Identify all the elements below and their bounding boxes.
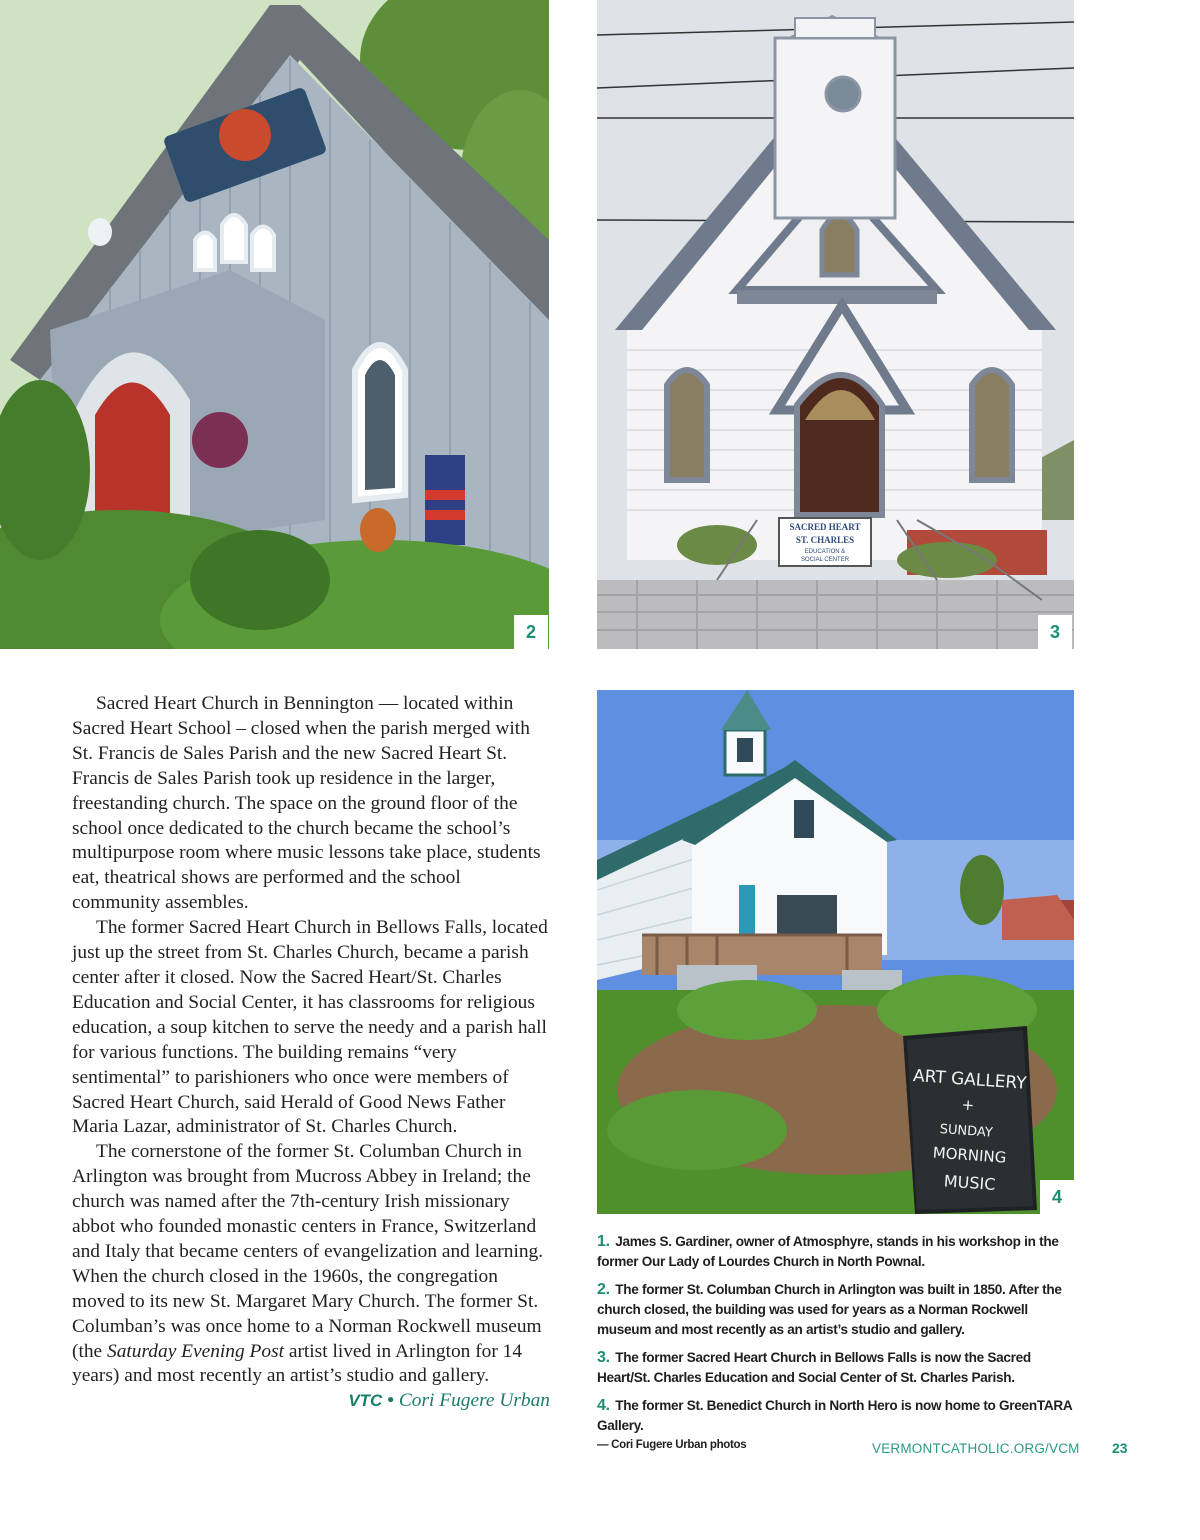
byline-separator: • — [387, 1390, 394, 1412]
sign-text: SACRED HEART — [789, 522, 861, 532]
byline-org: VTC — [348, 1391, 383, 1411]
caption-number: 2. — [597, 1281, 610, 1298]
caption-number: 4. — [597, 1397, 610, 1414]
photo-greentara-gallery — [597, 690, 1074, 1214]
page-number: 23 — [1112, 1440, 1128, 1456]
byline-author: Cori Fugere Urban — [398, 1390, 550, 1412]
photo-st-columban-church — [0, 0, 549, 649]
photo-captions — [597, 1232, 1077, 1460]
caption-text: The former St. Columban Church in Arlington was built in 1850. After the church closed, the building was used for years as a Norman Rockwell museum and most recently as an artist’s studio and gallery. — [597, 1282, 1062, 1337]
board-text: SUNDAY — [939, 1121, 994, 1141]
byline — [72, 1389, 550, 1413]
article-paragraph — [72, 1140, 550, 1389]
board-text: ART GALLERY — [912, 1066, 1028, 1094]
paragraph-text: The cornerstone of the former St. Columban Church in Arlington was brought from Mucross Abbey in Ireland; the church was named after the 7th-century Irish missionary abbot who founded monastic centers in France, Switzerland and Italy that became centers of evangelization and learning. When the church closed in the 1960s, the congregation moved to its new St. Margaret Mary Church. The former St. Columban’s was once home to a Norman Rockwell museum (the — [72, 1141, 544, 1362]
photo-number: 4 — [1040, 1180, 1074, 1214]
footer-url[interactable]: VERMONTCATHOLIC.ORG/VCM — [872, 1441, 1080, 1456]
photo-number: 2 — [514, 615, 548, 649]
caption-number: 3. — [597, 1349, 610, 1366]
caption-text: The former Sacred Heart Church in Bellows Falls is now the Sacred Heart/St. Charles Education and Social Center of St. Charles Parish. — [597, 1350, 1031, 1385]
caption-text: James S. Gardiner, owner of Atmosphyre, stands in his workshop in the former Our Lady of Lourdes Church in North Pownal. — [597, 1234, 1059, 1269]
article-paragraph: Sacred Heart Church in Bennington — located within Sacred Heart School – closed when the parish merged with St. Francis de Sales Parish and the new Sacred Heart St. Francis de Sales Parish took up residence in the larger, freestanding church. The space on the ground floor of the school once dedicated to the church became the school’s multipurpose room where music lessons take place, students eat, theatrical shows are performed and the school community assembles. — [72, 693, 541, 914]
sign-text: EDUCATION & — [804, 549, 846, 555]
caption — [597, 1348, 1077, 1388]
article-paragraph: The former Sacred Heart Church in Bellows Falls, located just up the street from St. Charles Church, became a parish center after it closed. Now the Sacred Heart/St. Charles Education and Social Center, it has classrooms for religious education, a soup kitchen to serve the needy and a parish hall for various functions. The building remains “very sentimental” to parishioners who once were members of Sacred Heart Church, said Herald of Good News Father Maria Lazar, administrator of St. Charles Church. — [72, 917, 548, 1138]
article-body — [72, 692, 550, 1413]
publication-title: Saturday Evening Post — [107, 1340, 284, 1362]
caption-number: 1. — [597, 1233, 610, 1250]
paragraph-text: artist lived in Arlington for 14 years) and most recently an artist’s studio and gallery. — [72, 1340, 523, 1387]
caption — [597, 1280, 1077, 1340]
caption — [597, 1232, 1077, 1272]
board-text: + — [961, 1095, 975, 1115]
sign-text: ST. CHARLES — [795, 535, 855, 545]
board-text: MUSIC — [943, 1171, 997, 1194]
photo-number: 3 — [1038, 615, 1072, 649]
caption-text: The former St. Benedict Church in North Hero is now home to GreenTARA Gallery. — [597, 1398, 1072, 1433]
sign-text: SOCIAL CENTER — [800, 557, 850, 563]
caption — [597, 1396, 1077, 1436]
board-text: MORNING — [932, 1143, 1007, 1167]
photo-credit: — Cori Fugere Urban photos — [597, 1439, 747, 1451]
photo-sacred-heart-bellows-falls — [597, 0, 1074, 649]
